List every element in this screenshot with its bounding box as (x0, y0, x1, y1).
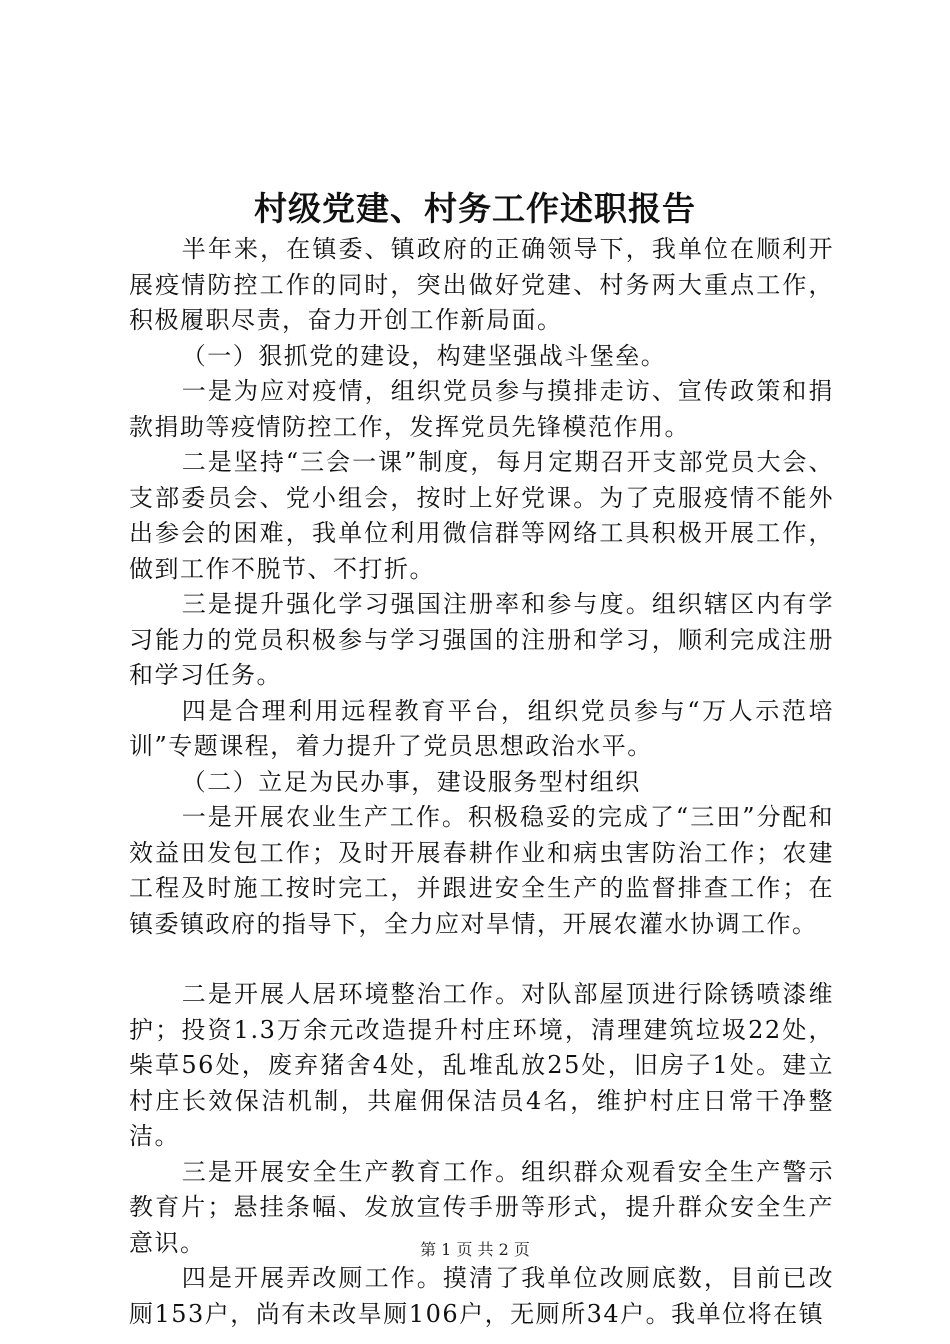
page-footer: 第 1 页 共 2 页 (420, 1240, 530, 1259)
paragraph-2-1: 一是开展农业生产工作。积极稳妥的完成了“三田”分配和效益田发包工作；及时开展春耕作业和病虫害防治工作；农建工程及时施工按时完工，并跟进安全生产的监督排查工作；在镇委镇政府的指导下，全力应对旱情，开展农灌水协调工作。 (129, 803, 834, 938)
document-body (129, 232, 834, 1332)
document-title: 村级党建、村务工作述职报告 (254, 189, 696, 228)
paragraph-1-1: 一是为应对疫情，组织党员参与摸排走访、宣传政策和捐款捐助等疫情防控工作，发挥党员先锋模范作用。 (129, 377, 834, 441)
paragraph-intro: 半年来，在镇委、镇政府的正确领导下，我单位在顺利开展疫情防控工作的同时，突出做好党建、村务两大重点工作，积极履职尽责，奋力开创工作新局面。 (129, 235, 834, 334)
paragraph-2-4: 四是开展弄改厕工作。摸清了我单位改厕底数，目前已改厕153户，尚有未改旱厕106户，无厕所34户。我单位将在镇 (129, 1264, 834, 1328)
paragraph-2-2: 二是开展人居环境整治工作。对队部屋顶进行除锈喷漆维护；投资1.3万余元改造提升村庄环境，清理建筑垃圾22处，柴草56处，废弃猪舍4处，乱堆乱放25处，旧房子1处。建立村庄长效保洁机制，共雇佣保洁员4名，维护村庄日常干净整洁。 (129, 980, 834, 1150)
paragraph-1-4: 四是合理利用远程教育平台，组织党员参与“万人示范培训”专题课程，着力提升了党员思想政治水平。 (129, 696, 834, 760)
paragraph-1-3: 三是提升强化学习强国注册率和参与度。组织辖区内有学习能力的党员积极参与学习强国的注册和学习，顺利完成注册和学习任务。 (129, 590, 834, 689)
section-heading-2: （二）立足为民办事，建设服务型村组织 (181, 767, 641, 796)
paragraph-2-3: 三是开展安全生产教育工作。组织群众观看安全生产警示教育片；悬挂条幅、发放宣传手册等形式，提升群众安全生产意识。 (129, 1157, 834, 1257)
paragraph-1-2: 二是坚持“三会一课”制度，每月定期召开支部党员大会、支部委员会、党小组会，按时上好党课。为了克服疫情不能外出参会的困难，我单位利用微信群等网络工具积极开展工作，做到工作不脱节、不打折。 (129, 448, 834, 583)
section-heading-1: （一）狠抓党的建设，构建坚强战斗堡垒。 (181, 341, 667, 370)
